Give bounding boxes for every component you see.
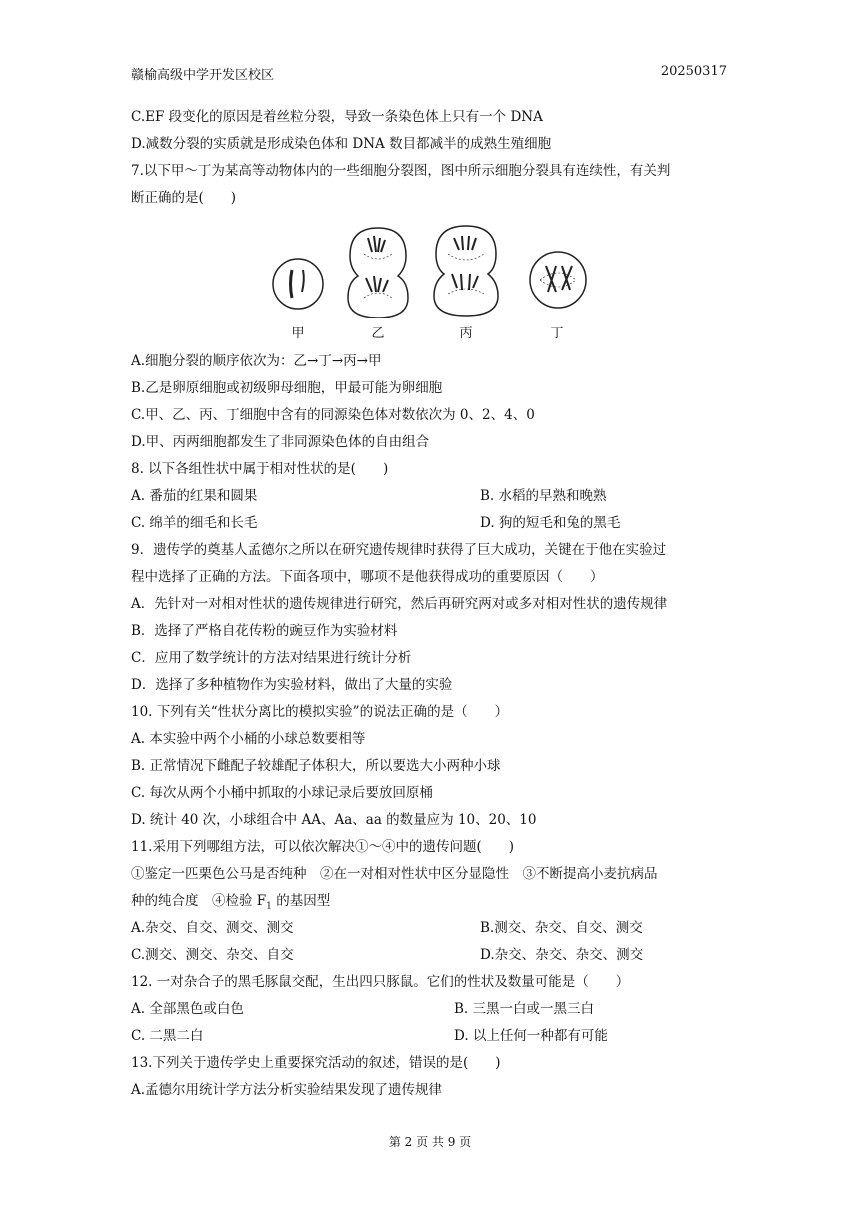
q13-stem: 13.下列关于遗传学史上重要探究活动的叙述，错误的是( ) [131, 1055, 501, 1071]
q7-option-b: B.乙是卵原细胞或初级卵母细胞，甲最可能为卵细胞 [131, 380, 443, 396]
cell-jia [273, 259, 323, 309]
q11-stem: 11.采用下列哪组方法，可以依次解决①～④中的遗传问题( ) [131, 839, 515, 855]
q8-option-b: B. 水稻的早熟和晚熟 [480, 488, 607, 504]
q8-stem: 8. 以下各组性状中属于相对性状的是( ) [131, 461, 389, 477]
q11-items-line1: ①鉴定一匹栗色公马是否纯种 ②在一对相对性状中区分显隐性 ③不断提高小麦抗病品 [131, 866, 658, 882]
q8-option-a: A. 番茄的红果和圆果 [131, 488, 258, 504]
q8-option-c: C. 绵羊的细毛和长毛 [131, 515, 258, 531]
q9-option-c: C．应用了数学统计的方法对结果进行统计分析 [131, 650, 412, 666]
q11-option-b: B.测交、杂交、自交、测交 [480, 920, 643, 936]
cell-bing [434, 226, 498, 316]
label-ding: 丁 [550, 326, 564, 341]
q9-stem-line2: 程中选择了正确的方法。下面各项中，哪项不是他获得成功的重要原因（ ） [131, 569, 604, 585]
label-jia: 甲 [291, 326, 305, 341]
q7-stem-line1: 7.以下甲～丁为某高等动物体内的一些细胞分裂图，图中所示细胞分裂具有连续性，有关判 [131, 163, 671, 179]
q9-option-a: A．先针对一对相对性状的遗传规律进行研究，然后再研究两对或多对相对性状的遗传规律 [131, 596, 668, 612]
q10-option-a: A. 本实验中两个小桶的小球总数要相等 [131, 731, 366, 747]
q13-option-a: A.孟德尔用统计学方法分析实验结果发现了遗传规律 [131, 1082, 443, 1098]
q12-option-c: C. 二黑二白 [131, 1028, 204, 1044]
q11-option-c: C.测交、测交、杂交、自交 [131, 947, 294, 963]
header-date: 20250317 [660, 64, 727, 79]
label-bing: 丙 [459, 326, 473, 341]
q8-option-d: D. 狗的短毛和兔的黑毛 [480, 515, 621, 531]
q11-option-d: D.杂交、杂交、杂交、测交 [480, 947, 644, 963]
q12-option-b: B. 三黑一白或一黑三白 [454, 1001, 595, 1017]
cell-ding [530, 252, 586, 308]
q6-option-d: D.减数分裂的实质就是形成染色体和 DNA 数目都减半的成熟生殖细胞 [131, 136, 552, 152]
q11-option-a: A.杂交、自交、测交、测交 [131, 920, 294, 936]
q9-option-d: D．选择了多种植物作为实验材料，做出了大量的实验 [131, 677, 453, 693]
page-footer: 第 2 页 共 9 页 [388, 1135, 472, 1149]
q10-stem: 10. 下列有关“性状分离比的模拟实验”的说法正确的是（ ） [131, 704, 509, 720]
q7-option-d: D.甲、丙两细胞都发生了非同源染色体的自由组合 [131, 434, 430, 450]
q9-stem-line1: 9．遗传学的奠基人孟德尔之所以在研究遗传规律时获得了巨大成功，关键在于他在实验过 [131, 542, 667, 558]
q12-option-a: A. 全部黑色或白色 [131, 1001, 244, 1017]
q7-option-c: C.甲、乙、丙、丁细胞中含有的同源染色体对数依次为 0、2、4、0 [131, 407, 535, 423]
q10-option-c: C. 每次从两个小桶中抓取的小球记录后要放回原桶 [131, 785, 433, 801]
q9-option-b: B．选择了严格自花传粉的豌豆作为实验材料 [131, 623, 398, 639]
label-yi: 乙 [371, 326, 385, 341]
q12-stem: 12. 一对杂合子的黑毛豚鼠交配，生出四只豚鼠。它们的性状及数量可能是（ ） [131, 974, 630, 990]
q11-items-line2: 种的纯合度 ④检验 $F_1$ 的基因型 [131, 893, 331, 912]
q10-option-d: D. 统计 40 次，小球组合中 AA、Aa、aa 的数量应为 10、20、10 [131, 812, 537, 828]
q7-stem-line2: 断正确的是( ) [131, 190, 237, 206]
q7-option-a: A.细胞分裂的顺序依次为：乙→丁→丙→甲 [131, 353, 382, 369]
q6-option-c: C.EF 段变化的原因是着丝粒分裂，导致一条染色体上只有一个 DNA [131, 109, 543, 125]
cell-yi [348, 228, 408, 318]
cell-division-figure [268, 218, 598, 318]
header-school: 赣榆高级中学开发区校区 [131, 68, 275, 83]
q12-option-d: D. 以上任何一种都有可能 [454, 1028, 608, 1044]
q10-option-b: B. 正常情况下雌配子较雄配子体积大，所以要选大小两种小球 [131, 758, 501, 774]
